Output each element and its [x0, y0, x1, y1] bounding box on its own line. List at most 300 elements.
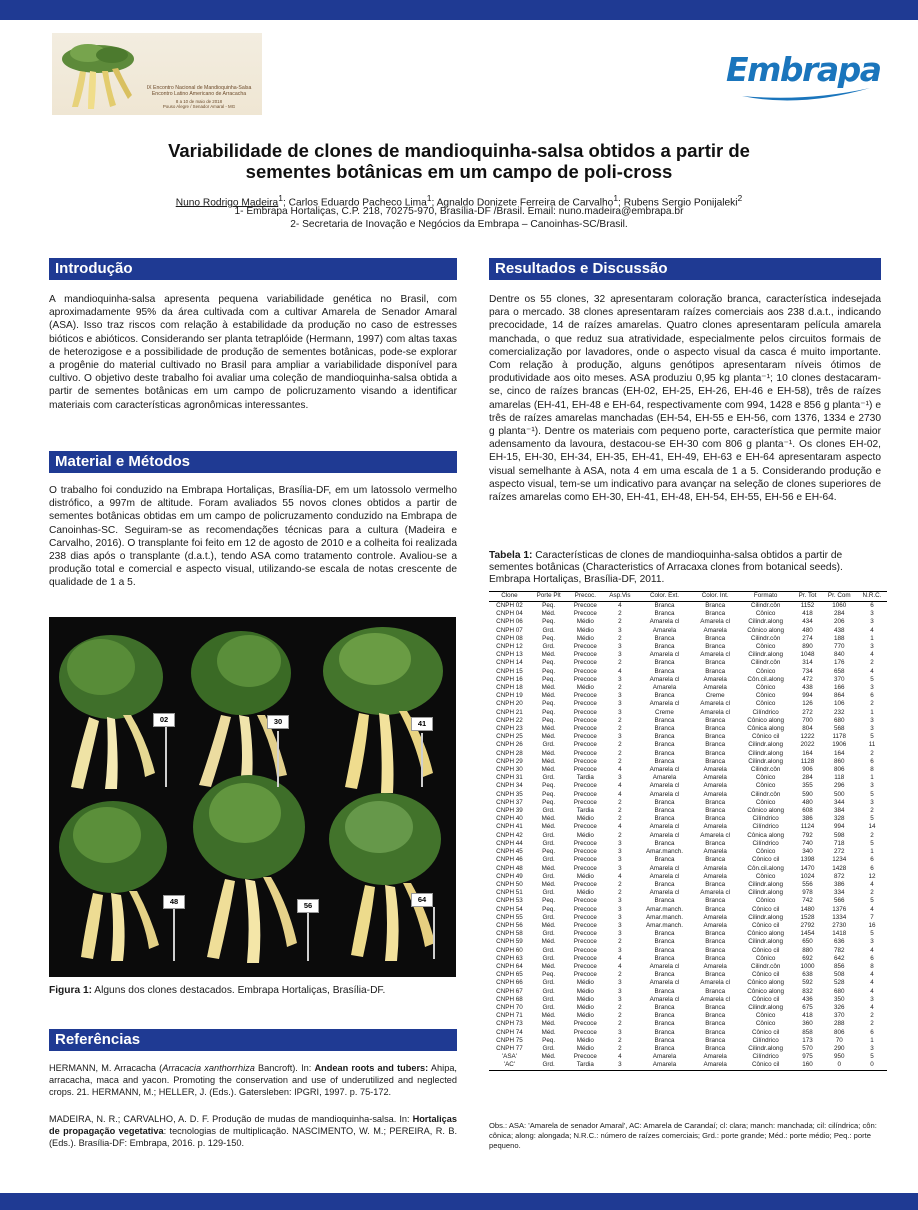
table-cell: 118 [834, 774, 845, 782]
table-cell: Amarela cl [649, 831, 680, 839]
table-cell: Cilindr.along [748, 880, 783, 888]
table-cell: Cônico [755, 684, 776, 692]
table-cell: Branca [654, 839, 675, 847]
table-cell: CNPH 39 [496, 807, 523, 815]
table-cell: 2 [870, 700, 874, 708]
table-cell: Médio [576, 995, 594, 1003]
table-cell: Grd. [542, 913, 555, 921]
poster-title-line-2: sementes botânicas em um campo de poli-cross [245, 161, 673, 182]
table-cell: Amar.manch. [645, 848, 684, 856]
table-cell: 636 [834, 938, 845, 946]
table-cell: 480 [802, 626, 813, 634]
table-cell: 296 [834, 782, 845, 790]
table-cell: 3 [603, 1061, 636, 1070]
table-cell: 2 [618, 610, 622, 618]
table-cell: CNPH 06 [496, 618, 523, 626]
table-cell: 6 [870, 757, 874, 765]
table-cell: CNPH 49 [496, 872, 523, 880]
table-cell: 438 [802, 684, 813, 692]
table-cell: 418 [802, 1012, 813, 1020]
table-cell: CNPH 42 [496, 831, 523, 839]
table-cell: 1428 [832, 864, 847, 872]
table-cell: 5 [870, 839, 874, 847]
table-cell: 2 [618, 880, 622, 888]
table-cell: 272 [802, 708, 813, 716]
table-cell: 975 [802, 1053, 813, 1061]
table-cell: Precoce [573, 659, 597, 667]
ref-book-title: Hortaliças de propagação vegetativa [49, 1114, 457, 1137]
table-cell: Amarela [703, 766, 727, 774]
table-cell: 994 [834, 823, 845, 831]
table-cell: Branca [654, 815, 675, 823]
table-cell: Cônico cil [751, 856, 780, 864]
table-cell: Amarela [637, 1061, 693, 1070]
figure-1-photo [49, 617, 456, 977]
table-cell: 1376 [832, 905, 847, 913]
table-cell: 2 [618, 618, 622, 626]
table-cell: 126 [802, 700, 813, 708]
table-cell: Cônico along [747, 626, 784, 634]
table-row [489, 815, 887, 823]
table-cell: Cilindr.côn [750, 634, 781, 642]
table-cell: CNPH 08 [496, 634, 523, 642]
table-cell: Peq. [542, 897, 556, 905]
table-cell: 3 [618, 913, 622, 921]
author-affil-sup: 1 [613, 193, 619, 203]
table-cell: CNPH 34 [496, 782, 523, 790]
table-cell: 2 [870, 889, 874, 897]
table-cell: Branca [654, 1028, 675, 1036]
table-cell: CNPH 48 [496, 864, 523, 872]
table-cell: Peq. [542, 1036, 556, 1044]
table-cell: 740 [802, 839, 813, 847]
table-cell: CNPH 73 [496, 1020, 523, 1028]
table-cell: CNPH 44 [496, 839, 523, 847]
section-heading-material-metodos: Material e Métodos [49, 451, 457, 473]
table-cell: 832 [802, 987, 813, 995]
mandioquinha-roots-illustration [58, 41, 138, 111]
table-cell: 2 [618, 798, 622, 806]
table-cell: Méd. [541, 938, 556, 946]
table-row [489, 1053, 887, 1061]
table-cell: Cilindr.along [748, 741, 783, 749]
table-cell: 3 [870, 610, 874, 618]
table-cell: Precoce [573, 643, 597, 651]
table-cell: 4 [618, 602, 622, 609]
table-row [489, 848, 887, 856]
table-cell: 858 [802, 1028, 813, 1036]
table-cell: CNPH 02 [496, 602, 523, 609]
table-cell: Precoce [573, 880, 597, 888]
table-cell: Amar.manch. [645, 905, 684, 913]
table-cell: Precoce [573, 741, 597, 749]
table-cell: Amarela cl [649, 889, 680, 897]
table-cell: Tardia [576, 807, 594, 815]
table-cell: Médio [576, 831, 594, 839]
table-cell: 2 [618, 749, 622, 757]
clone-tag-02: 02 [153, 713, 175, 727]
table-cell: 598 [834, 831, 845, 839]
table-cell: 328 [834, 815, 845, 823]
ref-text: Ahipa, arracacha, maca and yacon. Promoting the conservation and use of underutilized and neglected crops. 21. HERMANN, M.; HELLER, J. (Eds.). Gatersleben: IPGRI, 1997. p. 75-172. [49, 1063, 457, 1098]
table-cell: CNPH 77 [496, 1044, 523, 1052]
table-cell: 1060 [832, 602, 847, 609]
table-cell: Peq. [542, 790, 556, 798]
table-cell: 1222 [800, 733, 815, 741]
table-cell: CNPH 25 [496, 733, 523, 741]
reference-item [49, 1113, 457, 1150]
table-cell: 2 [870, 807, 874, 815]
table-cell: Tardia [567, 1061, 603, 1070]
table-cell: 2 [618, 741, 622, 749]
table-cell: Médio [576, 987, 594, 995]
table-cell: 804 [802, 725, 813, 733]
table-cell: Precoce [573, 610, 597, 618]
author-name: ; Rubens Sergio Ponijaleki [618, 197, 738, 209]
table-cell: 360 [802, 1020, 813, 1028]
table-cell: Branca [705, 987, 726, 995]
table-cell: Branca [705, 1003, 726, 1011]
table-row [489, 741, 887, 749]
table-cell: Amarela [703, 675, 727, 683]
table-cell: 14 [868, 823, 876, 831]
table-cell: 4 [870, 1003, 874, 1011]
table-cell: Amarela cl [649, 700, 680, 708]
table-1 [489, 591, 887, 1071]
table-cell: Cilindr.côn [750, 602, 781, 609]
table-cell: 350 [834, 995, 845, 1003]
table-row [489, 971, 887, 979]
table-cell: Grd. [542, 643, 555, 651]
clone-tag-64: 64 [411, 893, 433, 907]
table-cell: 718 [834, 839, 845, 847]
table-cell: Amarela [703, 684, 727, 692]
table-cell: 864 [834, 692, 845, 700]
table-cell: Branca [654, 807, 675, 815]
embrapa-logo [726, 48, 881, 104]
table-row [489, 1020, 887, 1028]
table-cell: Cilindr.along [748, 757, 783, 765]
table-row [489, 947, 887, 955]
table-cell: Branca [705, 643, 726, 651]
table-cell: CNPH 26 [496, 741, 523, 749]
table-cell: CNPH 65 [496, 971, 523, 979]
table-cell: 2 [870, 659, 874, 667]
table-row [489, 733, 887, 741]
table-cell: CNPH 04 [496, 610, 523, 618]
table-cell: Branca [654, 716, 675, 724]
table-cell: Branca [654, 602, 675, 609]
table-cell: Méd. [541, 733, 556, 741]
table-cell: 906 [802, 766, 813, 774]
table-cell: Precoce [573, 897, 597, 905]
table-cell: 2 [618, 1020, 622, 1028]
table-cell: Branca [705, 905, 726, 913]
table-cell: 418 [802, 610, 813, 618]
table-cell: Precoce [573, 930, 597, 938]
table-cell: Branca [654, 1003, 675, 1011]
event-date: 8 a 10 de maio de 2018 Pouso Alegre / Senador Amaral - MG [162, 99, 236, 109]
table-cell: Peq. [542, 700, 556, 708]
table-cell: Branca [705, 971, 726, 979]
table-cell: 8 [870, 766, 874, 774]
table-cell: 2 [618, 807, 622, 815]
table-cell: Precoce [573, 757, 597, 765]
table-cell: Cilindr.côn [750, 962, 781, 970]
table-cell: Amarela [703, 921, 727, 929]
table-cell: 692 [802, 954, 813, 962]
table-cell: 314 [802, 659, 813, 667]
table-cell: Creme [655, 708, 674, 716]
table-cell: Precoce [573, 766, 597, 774]
clone-tag-48: 48 [163, 895, 185, 909]
table-cell: 734 [802, 667, 813, 675]
table-cell: Precoce [573, 602, 597, 609]
table-header-cell: Asp.Vis [603, 592, 636, 602]
table-cell: Branca [654, 938, 675, 946]
ref-text: MADEIRA, N. R.; CARVALHO, A. D. F. Produção de mudas de mandioquinha-salsa. In: [49, 1114, 413, 1124]
table-row [489, 1045, 887, 1053]
table-cell: 288 [834, 1020, 845, 1028]
table-cell: 1048 [800, 651, 815, 659]
table-cell: 6 [870, 954, 874, 962]
table-cell: Grd. [542, 626, 555, 634]
table-cell: Precoce [573, 823, 597, 831]
table-cell: 590 [802, 790, 813, 798]
table-cell: Branca [705, 930, 726, 938]
table-row [489, 610, 887, 618]
table-cell: Cônico [755, 1020, 776, 1028]
table-cell: Méd. [541, 823, 556, 831]
table-cell: Amarela [652, 626, 677, 634]
table-cell: Cônico [755, 774, 776, 782]
table-cell: Cilíndrico [752, 1053, 779, 1061]
table-cell: 3 [618, 946, 622, 954]
table-cell: Cônico [755, 798, 776, 806]
table-cell: Grd. [542, 1044, 555, 1052]
table-cell: 782 [834, 946, 845, 954]
table-cell: Cilindr.côn [750, 659, 781, 667]
table-cell: Grd. [542, 979, 555, 987]
table-cell: 2 [618, 1036, 622, 1044]
table-cell: CNPH 58 [496, 930, 523, 938]
table-cell: Cônico [755, 700, 776, 708]
table-cell: Médio [576, 684, 594, 692]
table-cell: Amarela [703, 774, 727, 782]
table-cell: Branca [705, 1044, 726, 1052]
table-cell: Branca [654, 1020, 675, 1028]
table-cell: Amarela [703, 782, 727, 790]
table-cell: CNPH 74 [496, 1028, 523, 1036]
table-cell: CNPH 45 [496, 848, 523, 856]
table-cell: 650 [802, 938, 813, 946]
embrapa-wordmark: Embrapa [726, 50, 881, 89]
table-cell: 1128 [800, 757, 815, 765]
table-cell: 500 [834, 790, 845, 798]
table-cell: 2 [618, 971, 622, 979]
table-cell: Médio [576, 1036, 594, 1044]
table-row [489, 627, 887, 635]
table-row [489, 873, 887, 881]
table-cell: 2 [618, 938, 622, 946]
table-cell: Creme [705, 692, 725, 700]
table-cell: Méd. [541, 757, 556, 765]
table-cell: Amar.manch. [645, 913, 684, 921]
first-author: Nuno Rodrigo Madeira [175, 197, 279, 209]
table-row [489, 618, 887, 626]
table-cell: Precoce [573, 962, 597, 970]
table-header-cell: Clone [489, 592, 530, 602]
table-cell: 890 [802, 643, 813, 651]
table-cell: CNPH 19 [496, 692, 523, 700]
table-cell: Branca [705, 856, 726, 864]
event-logo [52, 33, 262, 115]
table-cell: 164 [834, 749, 845, 757]
table-cell: 2 [618, 1044, 622, 1052]
table-cell: Méd. [541, 651, 556, 659]
table-cell: Peq. [542, 971, 556, 979]
table-cell: 1152 [800, 602, 815, 609]
table-cell: 12 [868, 872, 876, 880]
table-row [489, 938, 887, 946]
table-cell: Amarela cl [700, 979, 731, 987]
table-cell: Branca [654, 749, 675, 757]
table-cell: 1418 [832, 930, 847, 938]
table-cell: 2 [618, 716, 622, 724]
table-cell: 'ASA' [501, 1053, 517, 1061]
table-cell: Cilíndrico [752, 1036, 779, 1044]
table-cell: 2 [618, 889, 622, 897]
table-header-cell: Color. Int. [692, 592, 737, 602]
table-row [489, 750, 887, 758]
table-cell: 592 [802, 979, 813, 987]
table-cell: CNPH 75 [496, 1036, 523, 1044]
bottom-color-band [0, 1193, 918, 1210]
table-cell: 680 [834, 716, 845, 724]
table-cell: Cônica along [747, 725, 784, 733]
table-cell: Cônico cil [751, 946, 780, 954]
table-cell: 4 [870, 651, 874, 659]
table-cell: Precoce [573, 749, 597, 757]
table-cell: Branca [705, 1012, 726, 1020]
table-caption-label: Tabela 1: [489, 550, 533, 561]
table-cell: Cilíndrico [752, 839, 779, 847]
table-cell: Precoce [573, 708, 597, 716]
table-cell: Branca [705, 1028, 726, 1036]
table-header-cell: Color. Ext. [637, 592, 693, 602]
table-cell: 1024 [800, 872, 815, 880]
table-row [489, 700, 887, 708]
table-cell: 700 [802, 716, 813, 724]
table-cell: 2 [618, 757, 622, 765]
table-cell: 5 [870, 675, 874, 683]
table-cell: CNPH 59 [496, 938, 523, 946]
table-cell: Cônico cil [751, 905, 780, 913]
table-cell: Amarela cl [700, 708, 731, 716]
table-row [489, 684, 887, 692]
table-row [489, 1012, 887, 1020]
table-cell: 5 [870, 733, 874, 741]
table-cell: Branca [705, 807, 726, 815]
table-cell: CNPH 35 [496, 790, 523, 798]
table-cell: 384 [834, 807, 845, 815]
table-cell: 3 [870, 995, 874, 1003]
clone-tag-56: 56 [297, 899, 319, 913]
table-cell: Grd. [542, 839, 555, 847]
table-cell: 1000 [800, 962, 815, 970]
table-cell: 274 [802, 634, 813, 642]
table-cell: 3 [618, 987, 622, 995]
table-cell: CNPH 64 [496, 962, 523, 970]
table-cell: 472 [802, 675, 813, 683]
table-cell: Branca [705, 757, 726, 765]
table-cell: CNPH 07 [496, 626, 523, 634]
table-cell: 2 [618, 831, 622, 839]
table-cell: CNPH 56 [496, 921, 523, 929]
table-cell: Precoce [573, 839, 597, 847]
table-cell: Cônico [755, 782, 776, 790]
table-cell: 1 [870, 634, 874, 642]
affiliation-2: 2- Secretaria de Inovação e Negócios da Embrapa – Canoinhas-SC/Brasil. [290, 219, 628, 230]
table-row [489, 1004, 887, 1012]
table-cell: Méd. [541, 864, 556, 872]
affiliation-1: 1- Embrapa Hortaliças, C.P. 218, 70275-970, Brasília-DF /Brasil. Email: nuno.madeira@embrapa.br [234, 206, 684, 217]
table-cell: CNPH 60 [496, 946, 523, 954]
table-cell: CNPH 53 [496, 897, 523, 905]
table-cell: Precoce [573, 700, 597, 708]
table-cell: Branca [705, 946, 726, 954]
table-cell: Amarela [703, 848, 727, 856]
table-cell: Peq. [542, 905, 556, 913]
table-cell: Cônico cil [738, 1061, 793, 1070]
table-cell: Amarela cl [649, 995, 680, 1003]
table-cell: 3 [618, 921, 622, 929]
table-cell: 5 [870, 790, 874, 798]
table-cell: 1454 [800, 930, 815, 938]
table-cell: 480 [802, 798, 813, 806]
table-cell: 3 [870, 782, 874, 790]
table-row [489, 799, 887, 807]
table-row [489, 856, 887, 864]
table-cell: Cilindr.along [748, 1044, 783, 1052]
table-cell: Amarela cl [700, 889, 731, 897]
table-cell: Precoce [573, 921, 597, 929]
table-cell: 3 [618, 979, 622, 987]
table-cell: 2 [618, 815, 622, 823]
table-cell: CNPH 46 [496, 856, 523, 864]
table-cell: 770 [834, 643, 845, 651]
table-cell: Amarela [703, 1053, 727, 1061]
table-cell: Branca [705, 667, 726, 675]
table-cell: 2 [618, 634, 622, 642]
table-cell: 658 [834, 667, 845, 675]
table-cell: Precoce [573, 782, 597, 790]
table-cell: Amarela cl [649, 675, 680, 683]
table-cell: Amarela cl [649, 651, 680, 659]
table-cell: Grd. [542, 807, 555, 815]
table-cell: CNPH 12 [496, 643, 523, 651]
table-cell: 2 [618, 725, 622, 733]
table-cell: Branca [654, 946, 675, 954]
table-row [489, 725, 887, 733]
table-cell: 188 [834, 634, 845, 642]
table-cell: 742 [802, 897, 813, 905]
table-cell: 1 [870, 774, 874, 782]
table-cell: 4 [870, 987, 874, 995]
table-cell: Amarela [652, 1053, 677, 1061]
table-cell: CNPH 55 [496, 913, 523, 921]
table-1-caption [489, 550, 887, 587]
